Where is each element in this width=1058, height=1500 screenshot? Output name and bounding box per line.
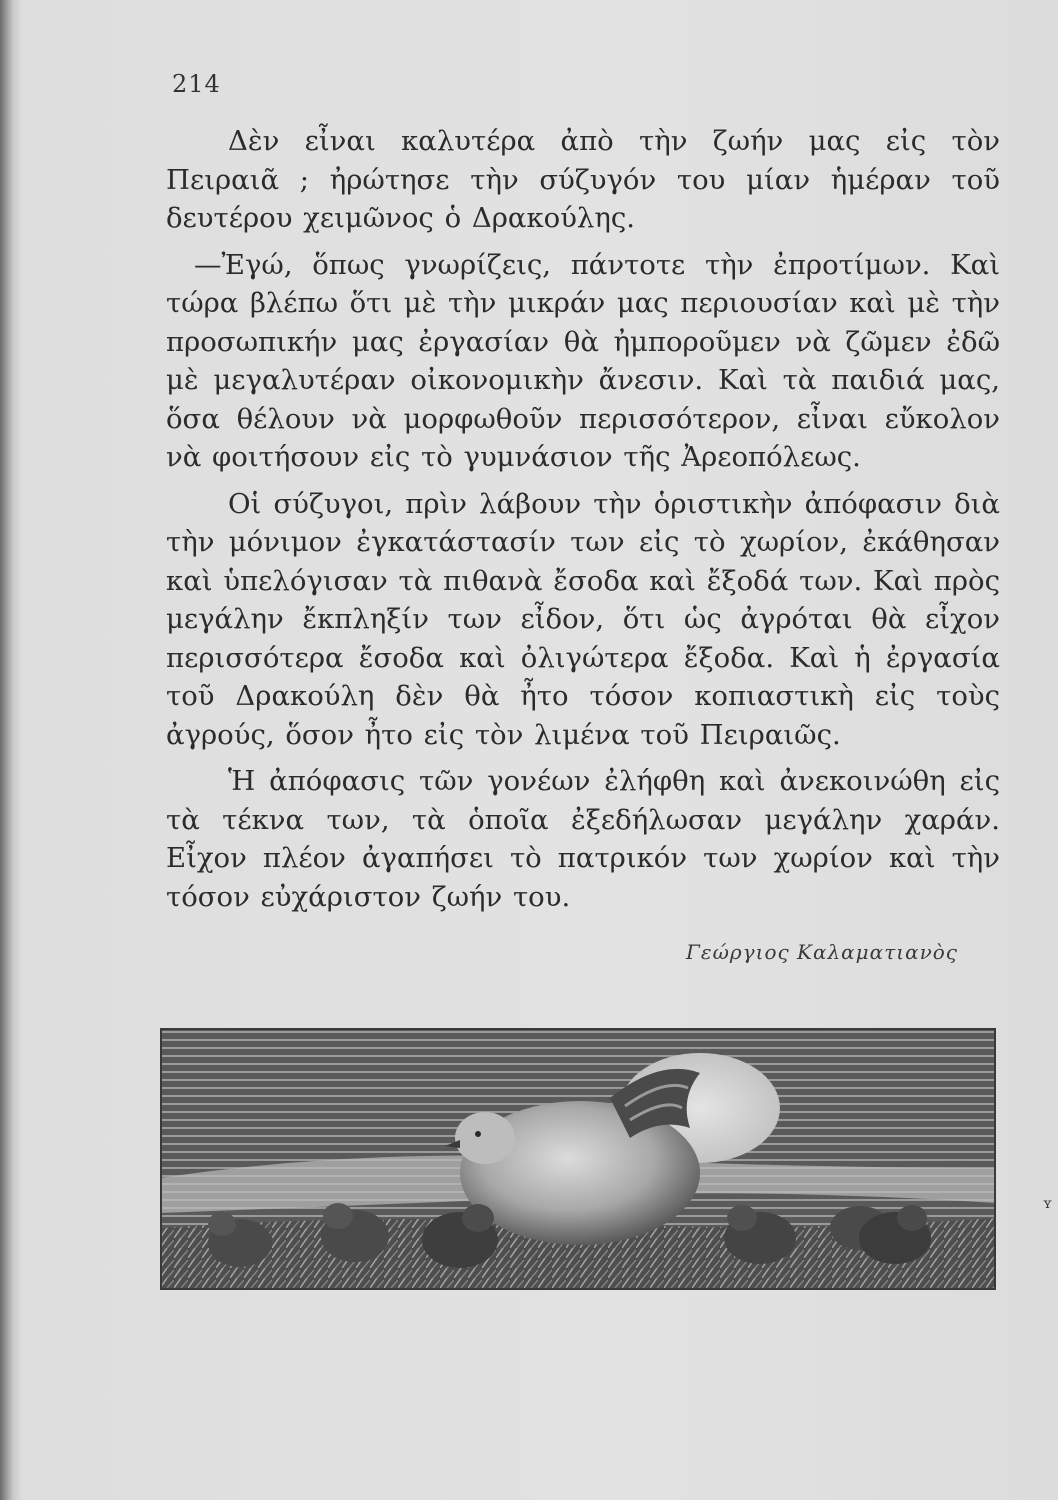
binding-edge xyxy=(0,0,14,1500)
paragraph-3: Οἱ σύζυγοι, πρὶν λάβουν τὴν ὁριστικὴν ἀπόφασιν διὰ τὴν μόνιμον ἐγκατάστασίν των εἰς τὸ χωρίον, ἐκάθησαν καὶ ὑπελόγισαν τὰ πιθανὰ ἔσοδα καὶ ἔξοδά των. Καὶ πρὸς μεγάλην ἔκπληξίν των εἶδον, ὅτι ὡς ἀγρόται θὰ εἶχον περισσότερα ἔσοδα καὶ ὀλιγώτερα ἔξοδα. Καὶ ἡ ἐργασία τοῦ Δρακούλη δὲν θὰ ἦτο τόσον κοπιαστικὴ εἰς τοὺς ἀγρούς, ὅσον ἦτο εἰς τὸν λιμένα τοῦ Πειραιῶς. xyxy=(166,487,1000,751)
paragraph-1: Δὲν εἶναι καλυτέρα ἀπὸ τὴν ζωήν μας εἰς τὸν Πειραιᾶ ; ἠρώτησε τὴν σύζυγόν του μίαν ἡμέραν τοῦ δευτέρου χειμῶνος ὁ Δρακούλης. xyxy=(166,125,1000,234)
body-text xyxy=(166,122,1000,924)
page-number: 214 xyxy=(172,70,221,98)
author-signature: Γεώργιος Καλαματιανὸς xyxy=(685,940,958,964)
hen-head xyxy=(455,1112,515,1164)
woodcut-illustration xyxy=(160,1028,996,1290)
hen-eye xyxy=(475,1131,481,1137)
margin-mark: ʏ xyxy=(1042,1196,1052,1212)
paragraph-2: —Ἐγώ, ὅπως γνωρίζεις, πάντοτε τὴν ἐπροτίμων. Καὶ τώρα βλέπω ὅτι μὲ τὴν μικράν μας περιουσίαν καὶ μὲ τὴν προσωπικήν μας ἐργασίαν θὰ ἠμποροῦμεν νὰ ζῶμεν ἐδῶ μὲ μεγαλυτέραν οἰκονομικὴν ἄνεσιν. Καὶ τὰ παιδιά μας, ὅσα θέλουν νὰ μορφωθοῦν περισσότερον, εἶναι εὔκολον νὰ φοιτήσουν εἰς τὸ γυμνάσιον τῆς Ἀρεοπόλεως. xyxy=(166,248,1000,473)
paragraph-4: Ἡ ἀπόφασις τῶν γονέων ἐλήφθη καὶ ἀνεκοινώθη εἰς τὰ τέκνα των, τὰ ὁποῖα ἐξεδήλωσαν μεγάλην χαράν. Εἶχον πλέον ἀγαπήσει τὸ πατρικόν των χωρίον καὶ τὴν τόσον εὐχάριστον ζωήν του. xyxy=(166,765,1000,913)
hen-and-chicks-woodcut xyxy=(160,1028,996,1290)
